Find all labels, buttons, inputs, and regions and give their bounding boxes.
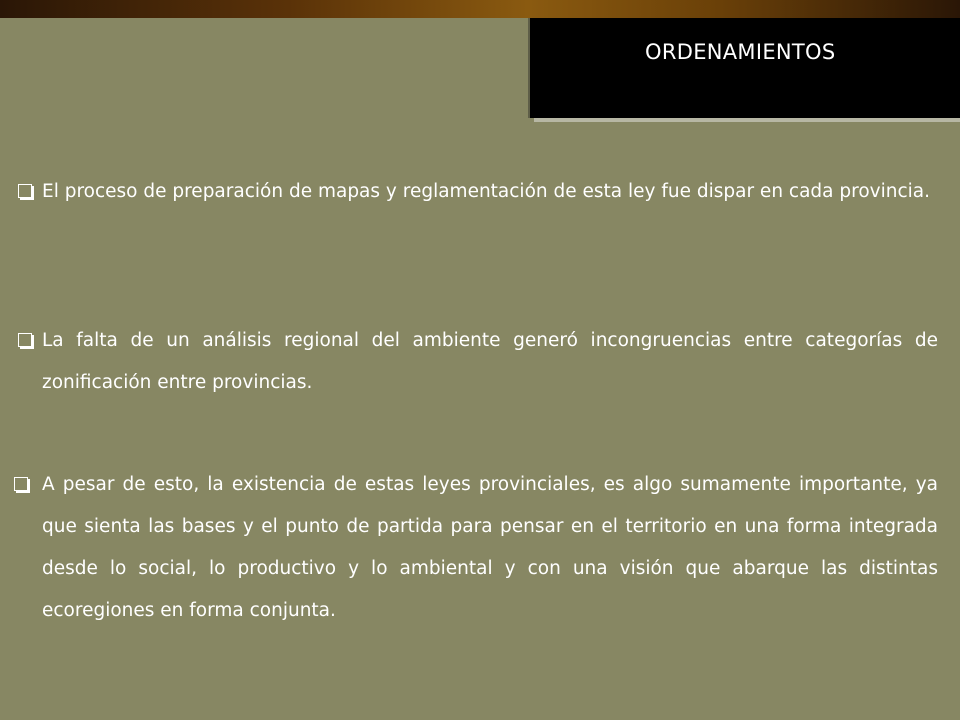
checkbox-square-icon (18, 333, 32, 347)
decorative-top-bar (0, 0, 960, 18)
checkbox-square-icon (18, 184, 32, 198)
bullet-item (18, 171, 938, 213)
bullet-text: El proceso de preparación de mapas y reglamentación de esta ley fue dispar en cada provincia. (42, 181, 930, 202)
slide-title: ORDENAMIENTOS (645, 40, 836, 64)
title-box (530, 18, 960, 118)
checkbox-square-icon (14, 477, 28, 491)
bullet-item (14, 464, 938, 632)
bullet-item (18, 320, 938, 404)
bullet-text: A pesar de esto, la existencia de estas leyes provinciales, es algo sumamente importante, ya que sienta las bases y el punto de partida para pensar en el territorio en una forma integrada desde lo social, lo productivo y lo ambiental y con una visión que abarque las distintas ecoregiones en forma conjunta. (42, 474, 938, 621)
bullet-text: La falta de un análisis regional del ambiente generó incongruencias entre categorías de zonificación entre provincias. (42, 330, 938, 393)
